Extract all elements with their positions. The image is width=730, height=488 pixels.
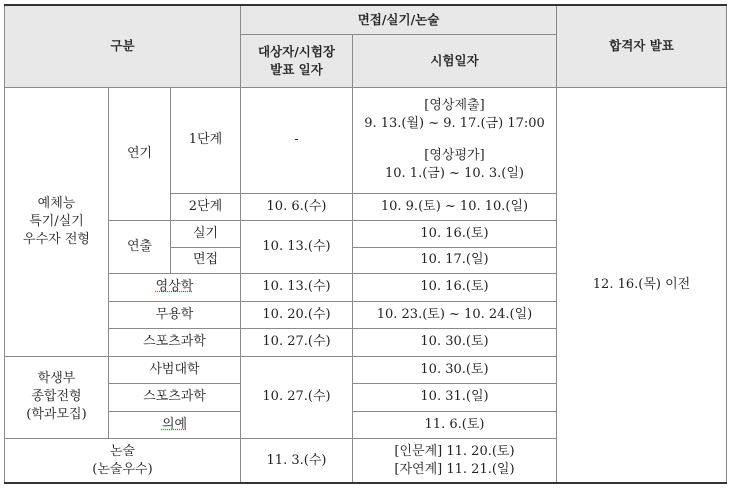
directing-announce: 10. 13.(수) <box>241 221 353 274</box>
film-exam: 10. 16.(토) <box>353 274 557 301</box>
group-arts-name: 예체능 특기/실기 우수자 전형 <box>5 87 109 356</box>
edu-exam: 10. 30.(토) <box>353 356 557 383</box>
schedule-table <box>4 4 727 484</box>
med-label: 의예 <box>109 411 241 438</box>
essay-exam: [인문계] 11. 20.(토) [자연계] 11. 21.(일) <box>353 439 557 484</box>
sports-g2-label: 스포츠과학 <box>109 384 241 411</box>
group-student-record-name: 학생부 종합전형 (학과모집) <box>5 356 109 438</box>
header-announce-date: 대상자/시험장 발표 일자 <box>241 35 353 88</box>
dance-exam: 10. 23.(토) ~ 10. 24.(일) <box>353 301 557 328</box>
result-date: 12. 16.(목) 이전 <box>557 87 727 483</box>
acting-stage2-exam: 10. 9.(토) ~ 10. 10.(일) <box>353 193 557 220</box>
sports-arts-announce: 10. 27.(수) <box>241 329 353 356</box>
acting-stage2: 2단계 <box>171 193 241 220</box>
edu-label: 사범대학 <box>109 356 241 383</box>
acting-stage1: 1단계 <box>171 87 241 193</box>
film-announce: 10. 13.(수) <box>241 274 353 301</box>
header-result: 합격자 발표 <box>557 5 727 87</box>
header-interview-group: 면접/실기/논술 <box>241 5 557 35</box>
acting-stage1-exam: [영상제출] 9. 13.(월) ~ 9. 17.(금) 17:00 [영상평가] 10. 1.(금) ~ 10. 3.(일) <box>353 87 557 193</box>
directing-practical: 실기 <box>171 221 241 247</box>
directing-interview-exam: 10. 17.(일) <box>353 247 557 273</box>
dance-announce: 10. 20.(수) <box>241 301 353 328</box>
acting-stage2-announce: 10. 6.(수) <box>241 193 353 220</box>
g2-announce: 10. 27.(수) <box>241 356 353 438</box>
med-exam: 11. 6.(토) <box>353 411 557 438</box>
sports-arts-label: 스포츠과학 <box>109 329 241 356</box>
essay-announce: 11. 3.(수) <box>241 439 353 484</box>
header-exam-date: 시험일자 <box>353 35 557 88</box>
header-category: 구분 <box>5 5 241 87</box>
directing-label: 연출 <box>109 221 171 274</box>
film-label: 영상학 <box>109 274 241 301</box>
acting-stage1-announce: - <box>241 87 353 193</box>
sports-g2-exam: 10. 31.(일) <box>353 384 557 411</box>
acting-label: 연기 <box>109 87 171 220</box>
directing-practical-exam: 10. 16.(토) <box>353 221 557 247</box>
essay-name: 논술 (논술우수) <box>5 439 241 484</box>
directing-interview: 면접 <box>171 247 241 273</box>
dance-label: 무용학 <box>109 301 241 328</box>
sports-arts-exam: 10. 30.(토) <box>353 329 557 356</box>
